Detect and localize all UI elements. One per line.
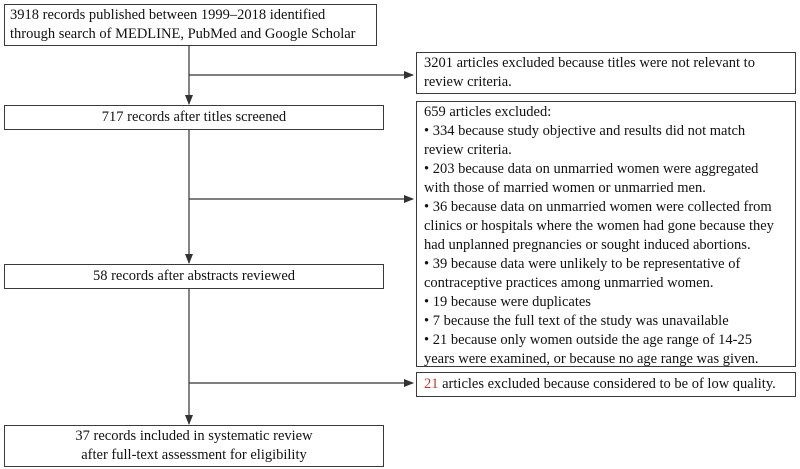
identified-records-box: [4, 4, 377, 46]
exclusion-reason-line: • 7 because the full text of the study was unavailable: [424, 313, 729, 329]
exclusion-reason-line: review criteria.: [424, 142, 512, 158]
excluded-titles-line-1: 3201 articles excluded because titles were not relevant to: [424, 55, 755, 71]
excluded-abstracts-box: [416, 101, 796, 367]
exclusion-reason-line: had unplanned pregnancies or sought induced abortions.: [424, 237, 751, 253]
exclusion-reason-line: clinics or hospitals where the women had gone because they: [424, 218, 774, 234]
included-box: [4, 425, 384, 467]
exclusion-reason-line: • 203 because data on unmarried women were aggregated: [424, 161, 759, 177]
excluded-quality-count: 21: [424, 376, 439, 392]
exclusion-reason-line: • 39 because data were unlikely to be representative of: [424, 256, 741, 272]
identified-line-1: 3918 records published between 1999–2018 identified: [10, 7, 326, 23]
exclusion-reason-line: contraceptive practices among unmarried women.: [424, 275, 714, 291]
included-line-2: after full-text assessment for eligibility: [81, 447, 307, 463]
exclusion-reason-line: years were examined, or because no age range was given.: [424, 351, 759, 367]
after-titles-box: [4, 105, 384, 130]
excluded-abstracts-heading: 659 articles excluded:: [424, 104, 552, 120]
excluded-quality-line: [424, 375, 795, 394]
identified-line-2: through search of MEDLINE, PubMed and Google Scholar: [10, 26, 356, 42]
exclusion-reason-line: • 36 because data on unmarried women were collected from: [424, 199, 772, 215]
after-titles-text: 717 records after titles screened: [101, 109, 287, 125]
excluded-titles-box: [416, 52, 796, 94]
excluded-quality-text: articles excluded because considered to be of low quality.: [438, 376, 776, 392]
exclusion-reason-line: • 19 because were duplicates: [424, 294, 591, 310]
exclusion-reason-line: • 334 because study objective and results did not match: [424, 123, 746, 139]
excluded-titles-line-2: review criteria.: [424, 74, 512, 90]
exclusion-reason-line: with those of married women or unmarried men.: [424, 180, 706, 196]
after-abstracts-text: 58 records after abstracts reviewed: [92, 268, 296, 284]
after-abstracts-box: [4, 264, 384, 289]
excluded-quality-box: [416, 372, 796, 397]
included-line-1: 37 records included in systematic review: [75, 428, 313, 444]
exclusion-reason-line: • 21 because only women outside the age range of 14-25: [424, 332, 753, 348]
